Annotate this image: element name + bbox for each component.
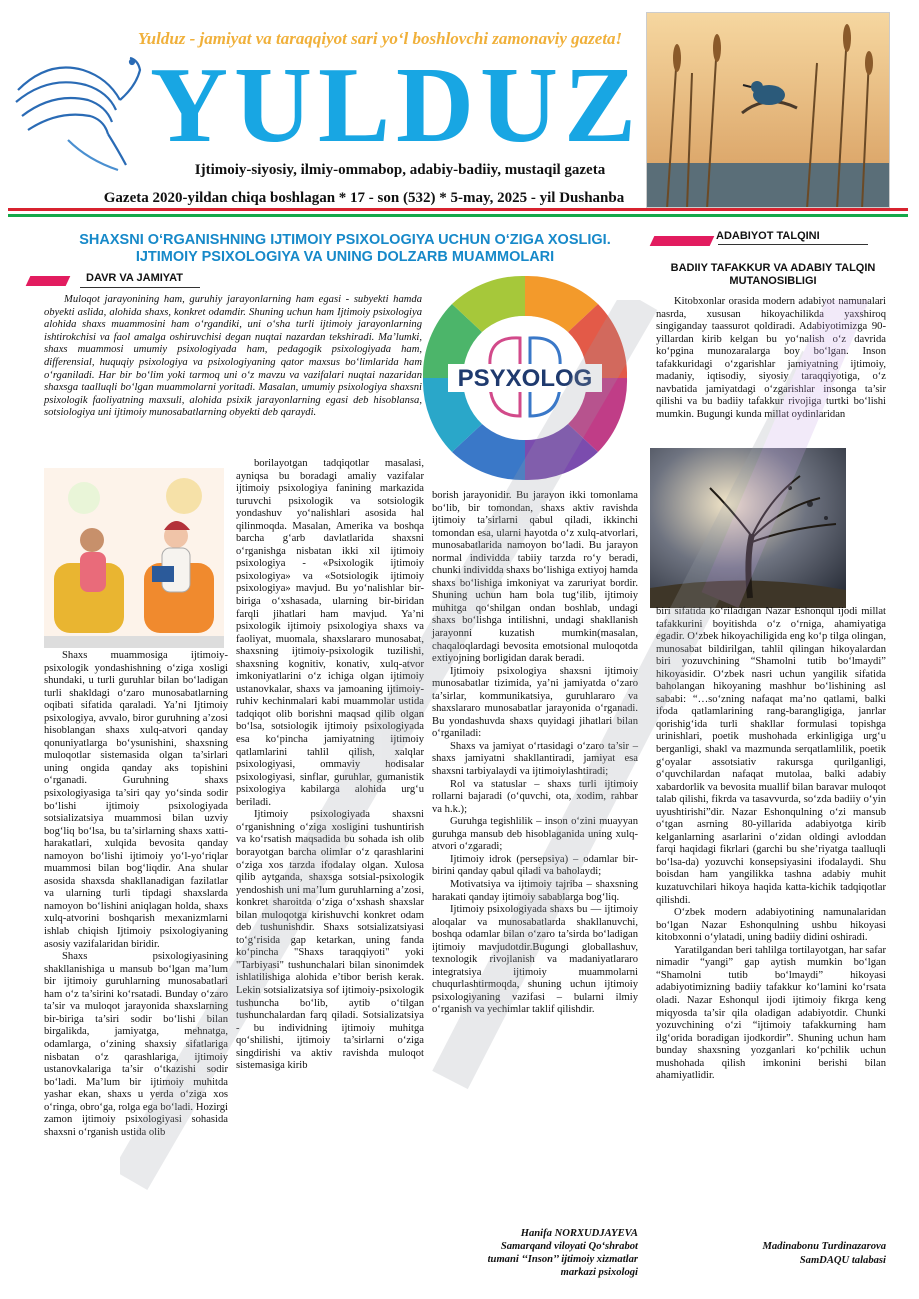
newspaper-subtitle: Ijtimoiy-siyosiy, ilmiy-ommabop, adabiy-badiiy, mustaqil gazeta xyxy=(194,162,606,178)
paragraph: borilayotgan tadqiqotlar masalasi, ayniqsa bu boradagi amaliy vazifalar ijtimoiy psixologiya fanining markazida turuvchi psixologik va sotsiologik yondashuv yo‘nalishlari asosida hal qilinmoqda. Masalan, Amerika va boshqa barcha g‘arb davlatlarida shaxsni o‘rganishga nisbatan ikki xil ijtimoiy psixologiya - «Psixologik ijtimoiy psixologiya» va «Sotsiologik ijtimoiy psixologiya» mavjud. Bu yo‘nalishlar bir-biriga o‘xshasada, ularning bir-biridan farqli jihatlari ham mavjud. Ya’ni psixologik ijtimoiy psixologiya shaxs va faoliyat, muomala, shaxslararo munosabat, shaxsning ijtimoiy-psixologik tuzilishi, shaxsning kognitiv, konativ, xulq-atvor imkoniyatlarini o‘z ichiga olgan ijtimoiy ustanovkalar, shaxs va jamoaning ijtimoiy-ruhiv kechinmalari kabi muammolar ustida tadqiqot olib borishni maqsad qilib olgan bo‘lsa, sotsiologik ijtimoiy psixologiyada esa ko‘pincha jamiyatning ijtimoiy qatlamlarini tahlil qilish, xalqlar psixologiyasi, ommaviy hodisalar psixologiyasi, sinflar, guruhlar, gumanistik psixologiya kabilarga alohida urg‘u beriladi. xyxy=(236,458,424,808)
newspaper-title: YULDUZ xyxy=(150,46,643,165)
paragraph: Motivatsiya va ijtimoiy tajriba – shaxsning harakati qanday ijtimoiy sabablarga bog‘liq. xyxy=(432,878,638,903)
paragraph: Guruhga tegishlilik – inson o‘zini muayyan guruhga mansub deb hisoblaganida uning xulq-atvori o‘zgaradi; xyxy=(432,816,638,853)
author-name: Madinabonu Turdinazarova xyxy=(762,1241,886,1252)
slogan: Yulduz - jamiyat va taraqqiyot sari yo‘l boshlovchi zamonaviy gazeta! xyxy=(137,29,623,48)
section-tag-label: DAVR VA JAMIYAT xyxy=(86,272,183,284)
article-headline: SHAXSNI O‘RGANISHNING IJTIMOIY PSIXOLOGIYA UCHUN O‘ZIGA XOSLIGI. IJTIMOIY PSIXOLOGIYA VA UNING DOLZARB MUAMMOLARI xyxy=(79,232,611,265)
article2-headline: BADIIY TAFAKKUR VA ADABIY TALQIN MUTANOSIBLIGI xyxy=(670,262,876,287)
author-affiliation: markazi psixologi xyxy=(560,1267,638,1278)
paragraph: O‘zbek modern adabiyotining namunalaridan bo‘lgan Nazar Eshonqulning ushbu hikoyasi kitobxonni o‘ylatadi, uning badiiy didini oshiradi. xyxy=(656,907,886,944)
bird-logo-icon xyxy=(8,30,148,180)
paragraph: Yaratilgandan beri tahlilga tortilayotgan, har safar nimadir “yangi” gap aytish mumkin bo‘lgan “Shamolni tutib bo‘lmaydi” hikoyasi adabiyotimizning badiiy tafakkur ko‘lamini ko‘rsata oladi. Nazar Eshonqul ijodi ijtimoiy fikrga keng miqyosda ta’sir qila oladigan adabiyotdir. Chunki yozuvchining o‘zi “ijtimoiy tafakkurning ham ilg‘orida boradigan ijodkordir”. Shuning uchun ham bunday shaxsning yozganlari ko‘pchilik uchun mushohada qilish imkonini berishi bilan ahamiyatlidir. xyxy=(656,944,886,1082)
divider-green xyxy=(8,214,908,217)
psychology-logo-text: PSYXOLOG xyxy=(457,365,593,392)
paragraph: borish jarayonidir. Bu jarayon ikki tomonlama bo‘lib, bir tomondan, shaxs aktiv ravishda ijtimoiy ta’sirlarni qabul qiladi, ikkinchi tomondan esa, ularni hayotda o‘z xulq-atvorlari, munosabatlarida namoyon bo‘ladi. Bu jarayon normal individda tabiiy tarzda ro‘y beradi, chunki individda shaxs bo‘lishiga extiyoj hamda shaxs bo‘lishiga imkoniyat va zaruriyat bordir. Shuning uchun ham bola tug‘ilib, ijtimoiy muhitga qo‘shilgan ondan boshlab, undagi shaxs bo‘lishga intilishni, undagi shakllanish jarayonni kuzatish mumkin(masalan, chaqaloqlardagi bevosita emotsional muloqotda extiyojning borligidan darak beradi. xyxy=(432,490,638,665)
author-affiliation: Samarqand viloyati Qo‘shrabot xyxy=(500,1241,638,1252)
article-column-2 xyxy=(236,458,424,1073)
paragraph: Rol va statuslar – shaxs turli ijtimoiy rollarni bajaradi (o‘quvchi, ota, xodim, rahbar va h.k.); xyxy=(432,778,638,815)
paragraph: Ijtimoiy psixologiyada shaxs bu — ijtimoiy aloqalar va munosabatlarda shakllanuvchi, boshqa odamlar bilan o‘zaro ta’sirda bo‘ladigan ijtimoiy mavjudotdir.Bugungi globallashuv, texnologik rivojlanish va madaniyatlararo integratsiya ijtimoiy muammolarni chuqurlashtirmoqda, shuning uchun ijtimoiy psixologiyaning vazifasi – bularni ilmiy o‘rganish va yechimlar taklif qilishdir. xyxy=(432,904,638,1016)
issue-line: Gazeta 2020-yildan chiqa boshlagan * 17 - son (532) * 5-may, 2025 - yil Dushanba xyxy=(103,190,625,206)
section-tag-label: ADABIYOT TALQINI xyxy=(716,230,820,242)
section-tag-line xyxy=(80,287,200,288)
paragraph: Shaxs psixologiyasining shakllanishiga u mansub bo‘lgan ma’lum bir ijtimoiy guruhlarning munosabatlari ham o‘z ta’sirini ko‘rsatadi. Bunday o‘zaro ta’sir va muloqot jarayonida shaxslarning bir-biriga ta’siri sodir bo‘lishi bilan birgalikda, jamiyatga, mehnatga, odamlarga, o‘zining shaxsiy sifatlariga nisbatan o‘z qarashlariga, ijtimoiy ustanovkalariga ta’sir o‘tkazishi sodir bo‘ladi. Ma’lum bir ijtimoiy muhitda yashar ekan, shaxs u yerda o‘ziga xos o‘ringa, obro‘ga, rolga ega bo‘ladi. Hozirgi zamon ijtimoiy psixologiyasi sohasida shaxsni o‘rganish ustida olib xyxy=(44,951,228,1138)
paragraph: Ijtimoiy idrok (persepsiya) – odamlar bir-birini qanday qabul qiladi va baholaydi; xyxy=(432,853,638,878)
author-affiliation: tumani ‘‘Inson’’ ijtimoiy xizmatlar xyxy=(487,1254,638,1265)
article2-column-top xyxy=(656,296,886,421)
article-intro: Muloqot jarayonining ham, guruhiy jarayonlarning ham egasi - subyekti hamda obyekti aslida, alohida shaxs, konkret odamdir. Shuning uchun ham Ijtimoiy psixologiya alohida shaxs muammosini ham o‘rgandiki, uni o‘sha turli ijtimoiy jarayonlarning ishtirokchisi va faol amalga oshiruvchisi degan nuqtai nazardan tekshiradi. Ma’lumki, shaxs muammosi umumiy psixologiyada ham, pedagogik psixologiyada ham, differensial, huquqiy psixologiya va psixologiyaning qator maxsus bo‘limlarida ham o‘rganiladi. Har bir bo‘lim yoki tarmoq uni o‘z mavzu va vazifalari nuqtai nazaridan shaxsga taalluqli bo‘lgan muammolarni yoritadi. Masalan, umumiy psixologiya shaxsni psixologik faoliyatning maxsuli, alohida psixik jarayonlarning egasi deb hisoblansa, sotsiologiya uni ijtimoiy munosabatlarning obyekti deb qaraydi. xyxy=(44,294,422,419)
article2-column-bottom xyxy=(656,606,886,1083)
section-tag-line xyxy=(718,244,868,245)
author-affiliation: SamDAQU talabasi xyxy=(799,1255,886,1266)
paragraph: biri sifatida ko‘riladigan Nazar Eshonqul ijodi millat tafakkurini boyitishda o‘z o‘rniga, ahamiyatiga egadir. O‘zbek hikoyachiligida eng ko‘p tilga olingan, munosabat bildirilgan, tahlil qilingan hikoyalardan biri yozuvchining “Shamolni tutib bo‘lmaydi” hikoyasidir. O‘zbek nasri uchun yangilik sifatida baholangan hikoyaning mashhur bo‘lishining asl sababi: “…so‘zning nafaqat ma’no qatlami, balki ifoda qatlamlarining rang-barangligiga, janrlar qorishig‘ida turli shakllar formulasi topishga urinishlari, poetik mushohada erkinligiga urg‘u berganligi, shakl va mazmunda serqatlamlilik, poetik g‘oyalar assotsiativ rakursga qurilganligi, o‘quvchilardan nafaqat mutolaa, balki adabiy xabardorlik va bevosita muallif bilan baravar muloqot talab qilishi, fikrda va tasavvurda, so‘zda badiiy o‘yin uyushtirishi”dir. Nazar Eshonqulning o‘zi mansub o‘tgan asrning 80-yillarida adabiyotga kirib kelganlarning asarlarini o‘zidan oldingi avloddan farqi haqidagi fikrlari (garchi bu she’riyatga taalluqli bo‘lsa-da) yozuvchi konsepsiyasini ifodalaydi. Shu boisdan ham yangilikka tashna adabiy muhit kuzatuvchilari hikoya haqida katta-kichik tadqiqotlar qilishdi. xyxy=(656,606,886,906)
storm-tree-photo xyxy=(650,448,846,608)
paragraph: Shaxs muammosiga ijtimoiy-psixologik yondashishning o‘ziga xosligi shundaki, u turli guruhlar bilan bo‘ladigan turli shakldagi o‘zaro munosabatlarning oqibati sifatida qaraladi. Ya’ni Ijtimoiy psixologiya, avvalo, biror guruhning a’zosi hisoblangan shaxs xulq-atvori qanday qonuniyatlarga bo‘ysunishini, shaxsning muloqotlar sistemasida olgan ta’sirlari uning ongida qanday aks topishini o‘rganadi. Guruhning shaxs psixologiyasiga ta’siri qay yo‘sinda sodir bo‘lishi ijtimoiy psixologiyada sotsializatsiya muammosi bilan uzviy bog‘liq bo‘lsa, bu ta’sirlarning shaxs xatti-harakatlari, xulqida bevosita qanday namoyon bo‘lishi ijtimoiy yo‘l-yo‘riqlar muammosi bilan bog‘liqdir. Ana shular asosida shaxsda shakllanadigan fazilatlar va ularning turli tipdagi shaxslarda namoyon bo‘lishini aniqlagan holda, shaxs xulq-atvorini boshqarish mexanizmlarni ishlab chiqish Ijtimoiy psixologiyaning asosiy vazifalaridan biridir. xyxy=(44,650,228,950)
paragraph: Kitobxonlar orasida modern adabiyot namunalari nasrda, xususan hikoyachilikda yaxshiroq singiganday taassurot qoldiradi. Adabiyotimizga 90-yillardan kirib kelgan bu yo‘nalish o‘z davrida ko‘pgina munozaralarga boy bo‘lgan. Inson tafakkuridagi o‘zgarishlar jamiyatning ijtimoiy, madaniy, iqtisodiy, siyosiy taraqqiyotiga, o‘z navbatida jamiyatdagi o‘zgarishlar insonga ta’sir qilishi va bu badiiy tafakkur rivojiga turtki bo‘lishi mumkin. Bugungi kunda millat oydinlaridan xyxy=(656,296,886,420)
psychology-logo xyxy=(408,266,642,490)
section-tag-davr xyxy=(28,270,228,292)
paragraph: Ijtimoiy psixologiyada shaxsni o‘rganishning o‘ziga xosligini tushuntirish va ko‘rsatish maqsadida bu sohada ish olib borayotgan barcha olimlar o‘z qarashlarini o‘ziga xos tarzda ifodalay olgan. Xulosa qilib aytganda, shaxsga sotsial-psixologik yendoshish uni ma’lum guruhlarning a’zosi, konkret sharoitda o‘ziga o‘xshash shaxslar bilan muloqotga kirishuvchi konkret odam deb tushunishdir. Shaxs sotsializatsiyasi to‘g‘risida gap ketarkan, uning fanda ko‘pincha "Shaxs taraqqiyoti" yoki "Tarbiyasi" tushunchalari bilan sinonimdek ishlatilishiga alohida e’tibor berish kerak. Lekin sotsializatsiya sof ijtimoiy-psixologik tushuncha bo‘lib, aytib o‘tilgan tushunchalardan farq qiladi. Sotsializatsiya - bu individning ijtimoiy muhitga qo‘shilishi, ijtimoiy ta’sirlarni o‘ziga singdirishi va aktiv ravishda muloqot sistemasiga kirib xyxy=(236,809,424,1072)
article-column-3 xyxy=(432,490,638,1017)
section-tag-bar xyxy=(26,276,71,286)
bird-reeds-photo xyxy=(646,12,890,208)
article2-author xyxy=(656,1240,886,1268)
section-tag-bar xyxy=(650,236,715,246)
divider-red xyxy=(8,208,908,211)
paragraph: Shaxs va jamiyat o‘rtasidagi o‘zaro ta’sir – shaxs jamiyatni shakllantiradi, jamiyat esa shaxsni tarbiyalaydi va ijtimoiylashtiradi; xyxy=(432,740,638,778)
psychologist-illustration xyxy=(44,468,224,648)
article-column-1 xyxy=(44,650,228,1139)
article-author xyxy=(432,1227,638,1279)
section-tag-adabiyot xyxy=(652,228,892,254)
paragraph: Ijtimoiy psixologiya shaxsni ijtimoiy munosabatlar tizimida, ya’ni jamiyatda o‘zaro ta’sirlar, kommunikatsiya, guruhlararo va shaxslararo munosabatlar jarayonida o‘rganadi. Bu yondashuvda shaxs quyidagi jihatlari bilan o‘rganiladi: xyxy=(432,665,638,740)
author-name: Hanifa NORXUDJAYEVA xyxy=(520,1228,638,1239)
